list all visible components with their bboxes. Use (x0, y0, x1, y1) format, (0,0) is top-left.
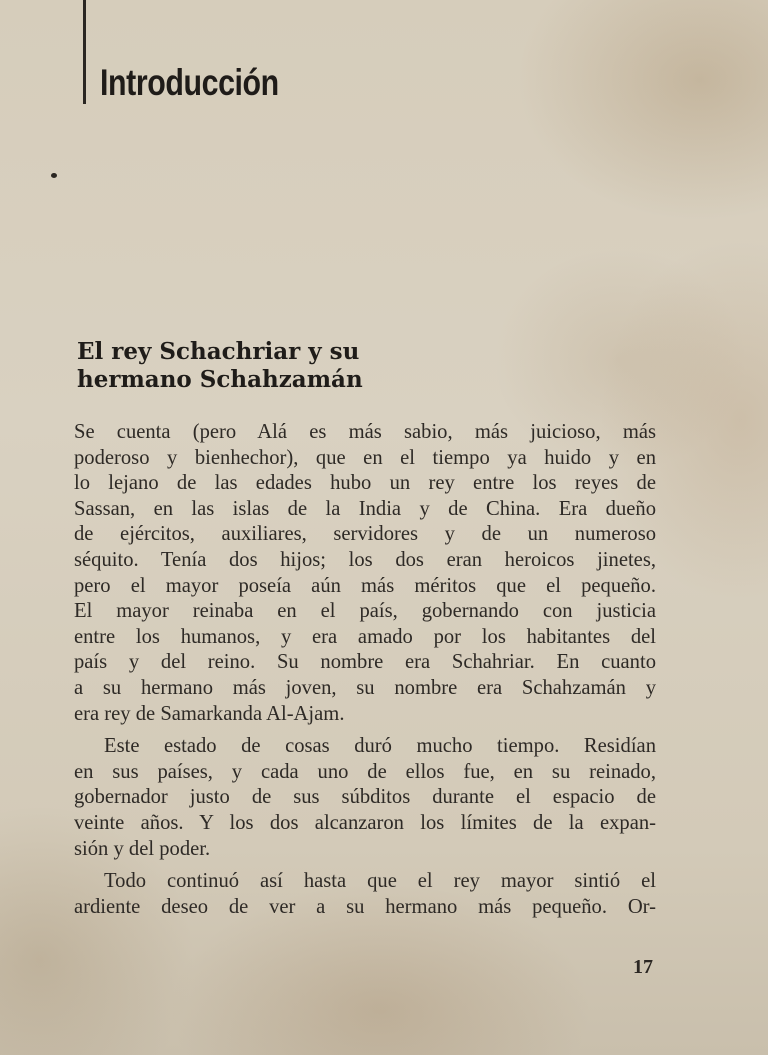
text-line: en sus países, y cada uno de ellos fue, en su reinado, (74, 760, 656, 783)
section-title-line: hermano Schahzamán (77, 366, 363, 393)
chapter-title: Introducción (100, 62, 279, 103)
text-line: sión y del poder. (74, 837, 211, 860)
text-line: de ejércitos, auxiliares, servidores y de un numeroso (74, 523, 656, 546)
body-text (74, 420, 656, 920)
text-line: entre los humanos, y era amado por los habitantes del (74, 625, 656, 648)
text-line: Este estado de cosas duró mucho tiempo. Residían (104, 735, 656, 758)
section-title-line: El rey Schachriar y su (77, 338, 360, 365)
text-line: séquito. Tenía dos hijos; los dos eran heroicos jinetes, (74, 548, 656, 571)
paragraph (74, 869, 656, 920)
paragraph (74, 734, 656, 862)
text-line: era rey de Samarkanda Al-Ajam. (74, 702, 345, 725)
text-line: país y del reino. Su nombre era Schahriar. En cuanto (74, 651, 656, 674)
text-line: gobernador justo de sus súbditos durante el espacio de (74, 786, 656, 809)
text-line: ardiente deseo de ver a su hermano más pequeño. Or- (74, 895, 656, 918)
text-line: poderoso y bienhechor), que en el tiempo ya huido y en (74, 446, 656, 469)
text-line: lo lejano de las edades hubo un rey entre los reyes de (74, 472, 656, 495)
paragraph (74, 420, 656, 727)
text-line: Todo continuó así hasta que el rey mayor sintió el (104, 870, 656, 893)
section-title (77, 338, 363, 394)
text-line: Se cuenta (pero Alá es más sabio, más juicioso, más (74, 421, 656, 443)
text-line: Sassan, en las islas de la India y de China. Era dueño (74, 497, 656, 520)
page-number: 17 (633, 956, 653, 978)
text-line: pero el mayor poseía aún más méritos que el pequeño. (74, 574, 656, 597)
margin-rule (83, 0, 86, 104)
text-line: El mayor reinaba en el país, gobernando con justicia (74, 600, 656, 623)
text-line: veinte años. Y los dos alcanzaron los límites de la expan- (74, 811, 656, 834)
ink-speck (51, 173, 57, 178)
text-line: a su hermano más joven, su nombre era Schahzamán y (74, 676, 656, 699)
